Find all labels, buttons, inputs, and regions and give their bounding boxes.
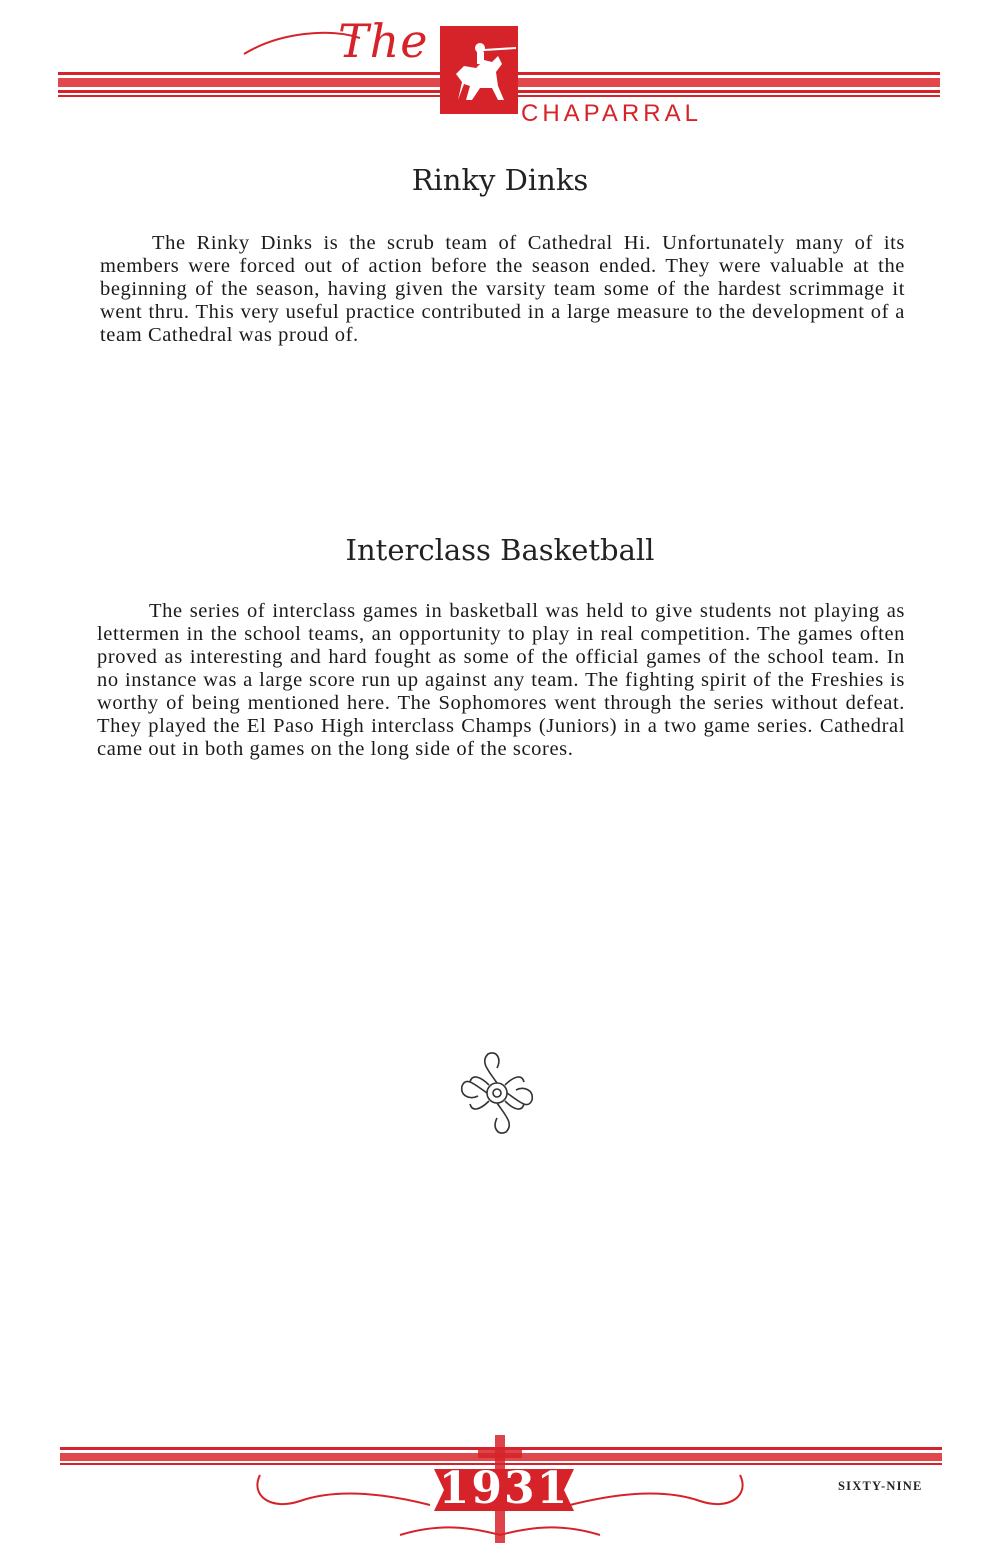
- section-title-rinky-dinks: Rinky Dinks: [411, 163, 589, 197]
- header-script-title: The: [338, 14, 429, 68]
- year-label: 1931: [438, 1463, 570, 1514]
- section-title-interclass-basketball: Interclass Basketball: [345, 533, 655, 567]
- floral-ornament-icon: [458, 1048, 536, 1138]
- page-number: SIXTY-NINE: [838, 1479, 923, 1493]
- masthead-title: CHAPARRAL: [521, 100, 702, 127]
- page-header: [0, 0, 1000, 140]
- section-body-interclass-basketball: The series of interclass games in basketball was held to give students not playing as lettermen in the school teams, an opportunity to play in real competition. The games often proved as interesting and hard fought as some of the official games of the school team. In no instance was a large score run up against any team. The fighting spirit of the Freshies is worthy of being mentioned here. The Sophomores went through the series without defeat. They played the El Paso High interclass Champs (Juniors) in a two game series. Cathedral came out in both games on the long side of the scores.: [97, 600, 905, 760]
- section-body-rinky-dinks: The Rinky Dinks is the scrub team of Cathedral Hi. Unfortunately many of its members were forced out of action before the season ended. They were valuable at the beginning of the season, having given the varsity team some of the hardest scrimmage it went thru. This very useful practice contributed in a large measure to the development of a team Cathedral was proud of.: [100, 232, 905, 346]
- knight-on-horse-icon: [440, 26, 518, 114]
- page-footer: [0, 1425, 1000, 1546]
